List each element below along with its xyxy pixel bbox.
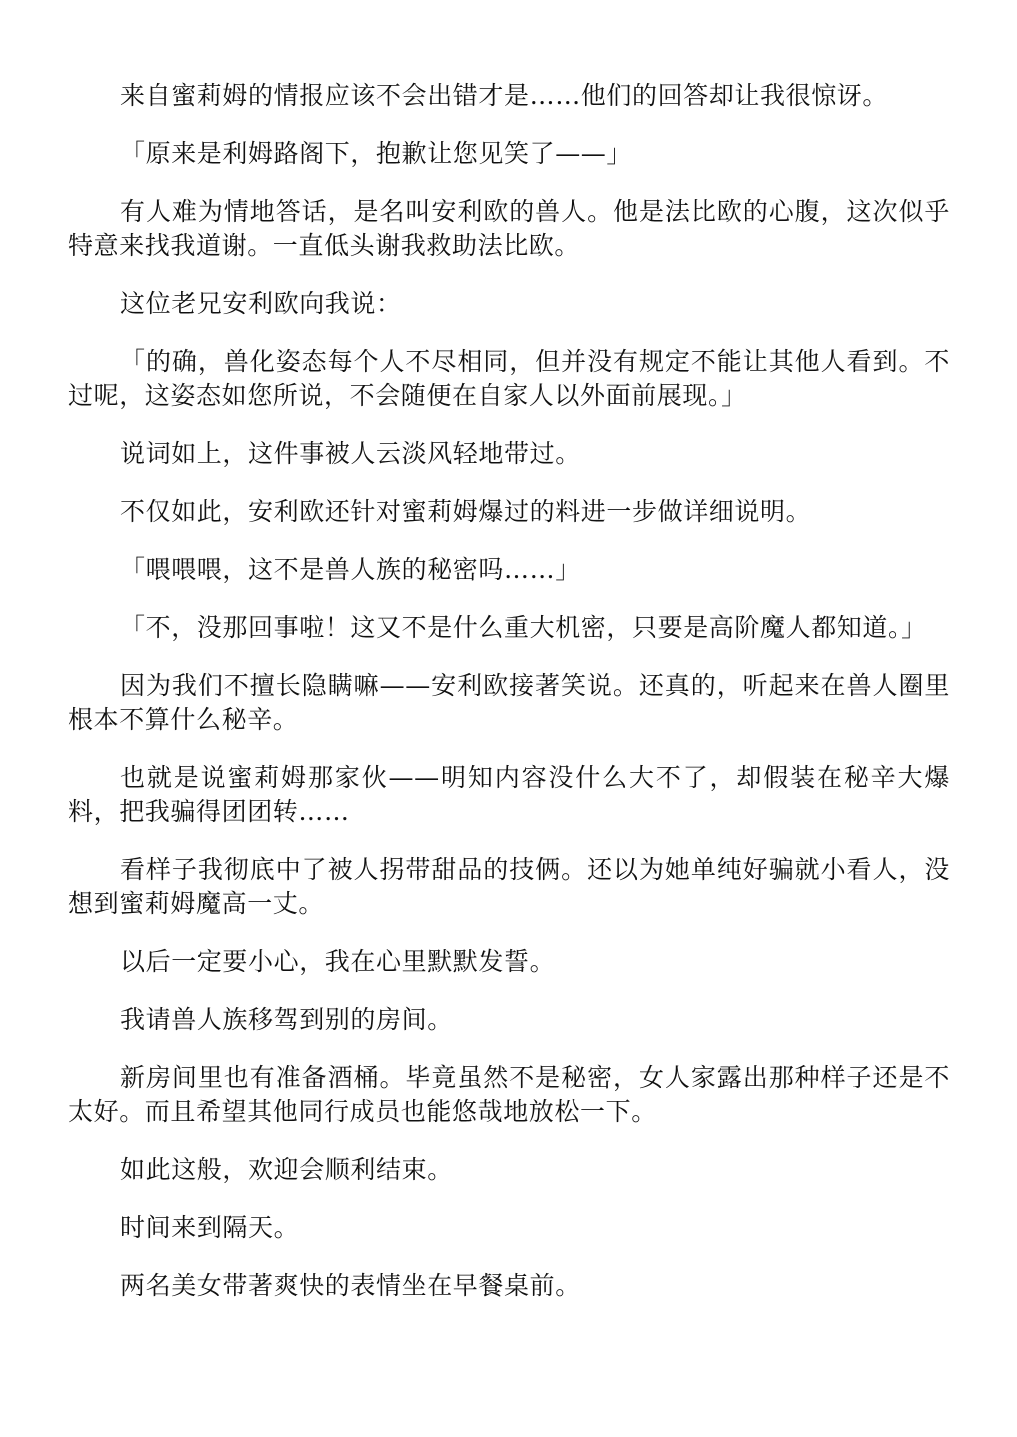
paragraph: 「原来是利姆路阁下，抱歉让您见笑了——」 [120,139,633,168]
paragraph: 如此这般，欢迎会顺利结束。 [120,1155,453,1184]
paragraph: 也就是说蜜莉姆那家伙——明知内容没什么大不了，却假装在秘辛大爆料，把我骗得团团转…… [68,763,950,826]
paragraph: 「喂喂喂，这不是兽人族的秘密吗……」 [120,555,581,584]
paragraph: 我请兽人族移驾到别的房间。 [120,1005,453,1034]
paragraph: 这位老兄安利欧向我说： [120,289,402,318]
text-body [68,79,950,1327]
paragraph: 以后一定要小心，我在心里默默发誓。 [120,947,556,976]
paragraph: 说词如上，这件事被人云淡风轻地带过。 [120,439,581,468]
paragraph: 新房间里也有准备酒桶。毕竟虽然不是秘密，女人家露出那种样子还是不太好。而且希望其他同行成员也能悠哉地放松一下。 [68,1063,950,1126]
paragraph: 时间来到隔天。 [120,1213,300,1242]
paragraph: 两名美女带著爽快的表情坐在早餐桌前。 [120,1271,581,1300]
paragraph: 看样子我彻底中了被人拐带甜品的技俩。还以为她单纯好骗就小看人，没想到蜜莉姆魔高一丈。 [68,855,950,918]
paragraph: 不仅如此，安利欧还针对蜜莉姆爆过的料进一步做详细说明。 [120,497,812,526]
paragraph: 有人难为情地答话，是名叫安利欧的兽人。他是法比欧的心腹，这次似乎特意来找我道谢。一直低头谢我救助法比欧。 [68,197,950,260]
paragraph: 来自蜜莉姆的情报应该不会出错才是……他们的回答却让我很惊讶。 [120,81,889,110]
paragraph: 因为我们不擅长隐瞒嘛——安利欧接著笑说。还真的，听起来在兽人圈里根本不算什么秘辛。 [68,671,950,734]
paragraph: 「的确，兽化姿态每个人不尽相同，但并没有规定不能让其他人看到。不过呢，这姿态如您所说，不会随便在自家人以外面前展现。」 [68,347,950,410]
paragraph: 「不，没那回事啦！这又不是什么重大机密，只要是高阶魔人都知道。」 [120,613,927,642]
